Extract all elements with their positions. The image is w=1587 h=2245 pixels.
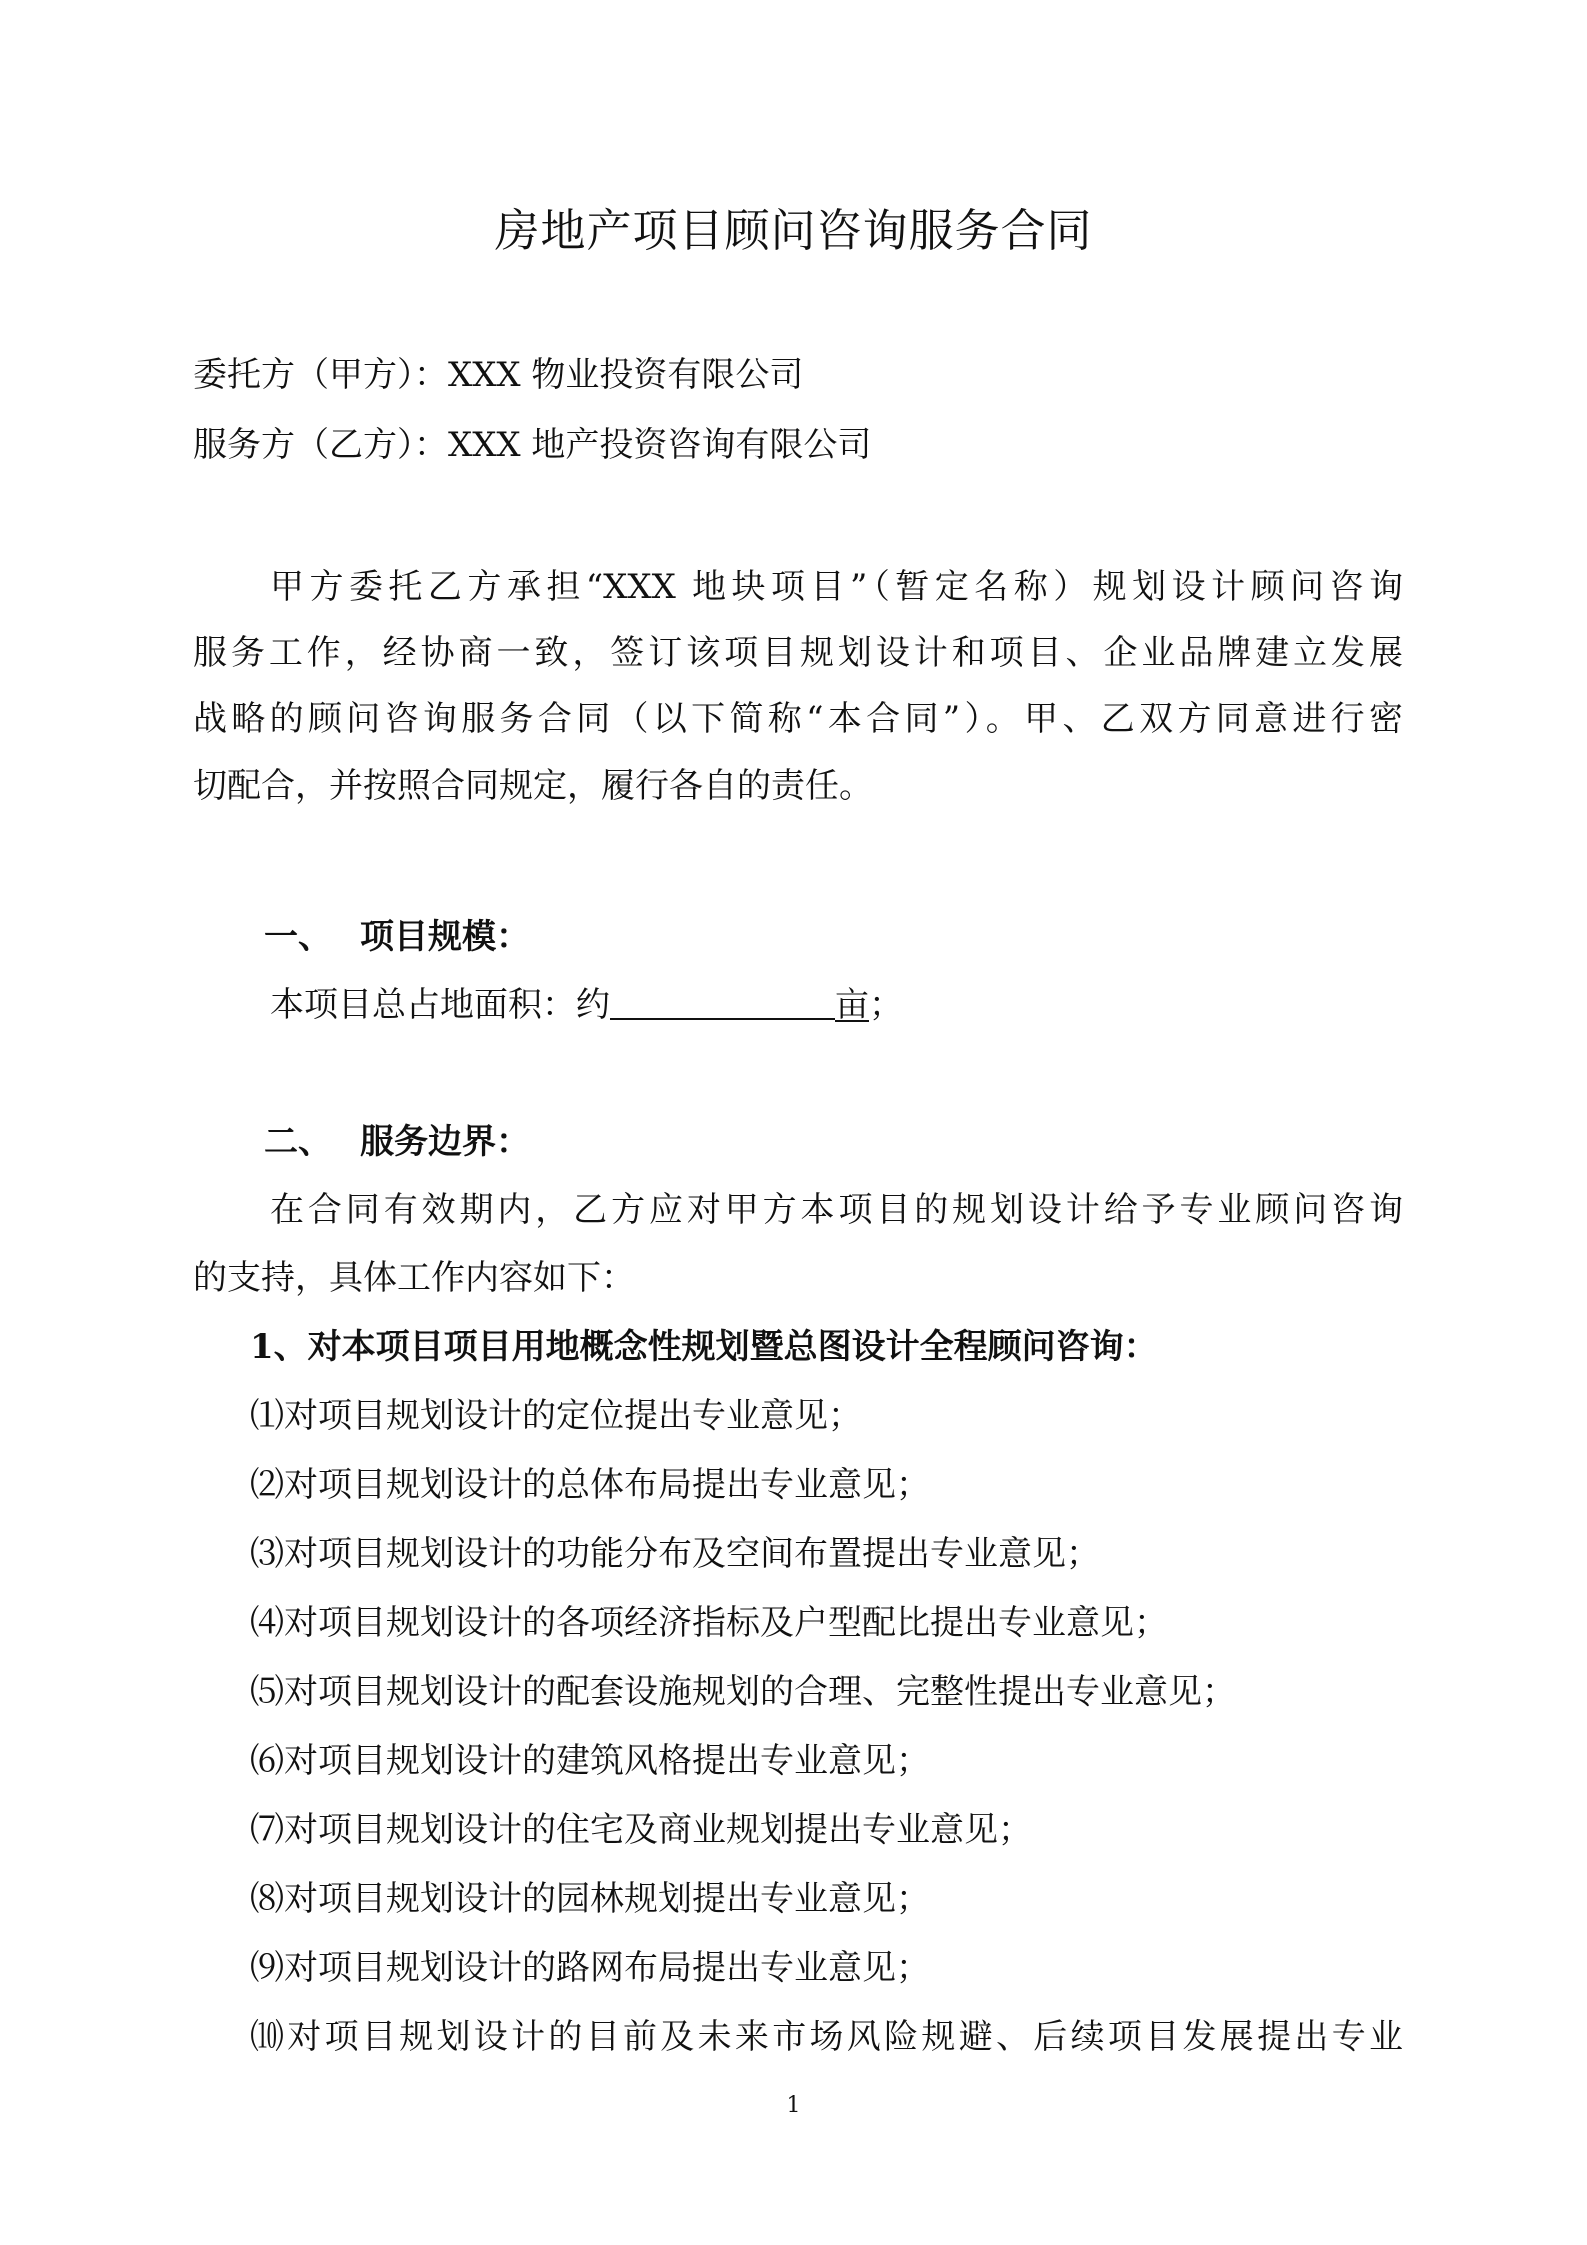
site-area-label: 本项目总占地面积：约 (270, 985, 610, 1025)
section2-body-line-1: 在合同有效期内，乙方应对甲方本项目的规划设计给予专业顾问咨询 (270, 1190, 1403, 1230)
site-area-blank (610, 984, 835, 1020)
intro-line-1: 甲方委托乙方承担“XXX 地块项目”（暂定名称）规划设计顾问咨询 (270, 567, 1403, 607)
client-party: 委托方（甲方）：XXX 物业投资有限公司 (193, 355, 804, 395)
service-item: ⑺对项目规划设计的住宅及商业规划提出专业意见； (250, 1810, 1032, 1850)
page-number: 1 (786, 2093, 801, 2118)
section1-number: 一、 (264, 917, 332, 957)
site-area-suffix: ； (869, 985, 903, 1025)
service-item: ⑻对项目规划设计的园林规划提出专业意见； (250, 1879, 930, 1919)
section1-title: 项目规模： (360, 917, 530, 957)
provider-party: 服务方（乙方）：XXX 地产投资咨询有限公司 (193, 425, 872, 465)
service-item: ⑶对项目规划设计的功能分布及空间布置提出专业意见； (250, 1534, 1100, 1574)
section2-heading (264, 1120, 1403, 1164)
service-item: ⑵对项目规划设计的总体布局提出专业意见； (250, 1465, 930, 1505)
section2-title: 服务边界： (360, 1122, 530, 1162)
document-title: 房地产项目顾问咨询服务合同 (494, 204, 1093, 257)
intro-line-4: 切配合，并按照合同规定，履行各自的责任。 (193, 766, 873, 806)
service-item: ⑴对项目规划设计的定位提出专业意见； (250, 1396, 862, 1436)
service-item: ⑽对项目规划设计的目前及未来市场风险规避、后续项目发展提出专业 (250, 2017, 1403, 2057)
service-item: ⑼对项目规划设计的路网布局提出专业意见； (250, 1948, 930, 1988)
service-item: ⑷对项目规划设计的各项经济指标及户型配比提出专业意见； (250, 1603, 1168, 1643)
section2-body-line-2: 的支持，具体工作内容如下： (193, 1258, 635, 1298)
section1-heading (264, 915, 1403, 959)
service-item: ⑹对项目规划设计的建筑风格提出专业意见； (250, 1741, 930, 1781)
section2-number: 二、 (264, 1122, 332, 1162)
service-item: ⑸对项目规划设计的配套设施规划的合理、完整性提出专业意见； (250, 1672, 1236, 1712)
intro-line-2: 服务工作，经协商一致，签订该项目规划设计和项目、企业品牌建立发展 (193, 633, 1403, 673)
section2-subheading: 1、对本项目项目用地概念性规划暨总图设计全程顾问咨询： (250, 1327, 1158, 1367)
site-area-unit: 亩 (835, 985, 869, 1025)
intro-line-3: 战略的顾问咨询服务合同（以下简称“本合同”）。甲、乙双方同意进行密 (193, 699, 1403, 739)
site-area-line (270, 983, 1403, 1027)
